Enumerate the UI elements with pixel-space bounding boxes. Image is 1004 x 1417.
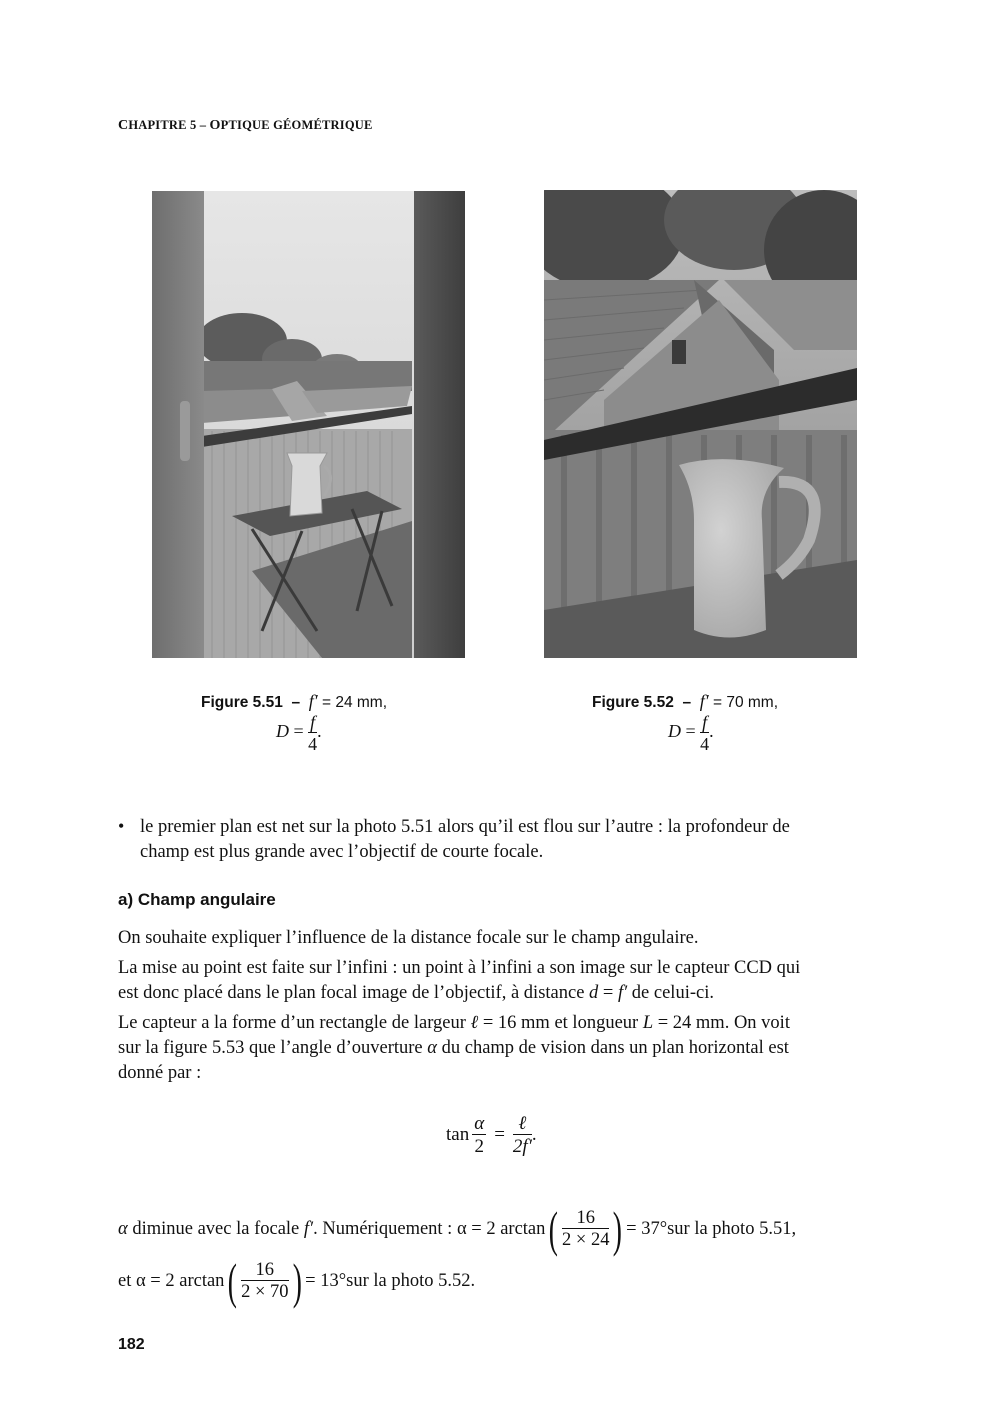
bullet-paragraph: le premier plan est net sur la photo 5.51 alors qu’il est flou sur l’autre : la profondeur de champ est plus grande avec l’objectif de courte focale.	[140, 817, 790, 862]
page-number: 182	[118, 1336, 145, 1353]
running-header: CHAPITRE 5 – OPTIQUE GÉOMÉTRIQUE	[118, 118, 373, 133]
fraction-f-over-4: $\frac{f}{4}$	[700, 712, 710, 754]
paragraph-sensor: Le capteur a la forme d’un rectangle de largeur ℓ = 16 mm et longueur L = 24 mm. On voit sur la figure 5.53 que l’angle d’ouverture α du champ de vision dans un plan horizontal est donné par :	[118, 1013, 790, 1083]
fraction-ell-over-2f: $\frac{\text{ℓ}}{2f'}$	[512, 1113, 532, 1157]
section-heading: a) Champ angulaire	[118, 890, 276, 909]
fraction-f-over-4: $\frac{f}{4}$	[308, 712, 318, 754]
paren-close: )	[613, 1201, 623, 1257]
fraction-16-over-140: $\frac{16}{2 \times 70}$	[241, 1259, 289, 1302]
photo-balcony-wide	[152, 191, 465, 658]
paragraph-intro: On souhaite expliquer l’influence de la distance focale sur le champ angulaire.	[118, 928, 699, 948]
figure-caption-551: Figure 5.51 – f′ = 24 mm, D = $\frac{f}{4}$ .	[201, 691, 388, 754]
photo-551-image	[152, 191, 465, 658]
figure-caption-552: Figure 5.52 – f′ = 70 mm, D = $\frac{f}{4}$ .	[592, 691, 779, 754]
fraction-16-over-48: $\frac{16}{2 \times 24}$	[562, 1207, 610, 1250]
result-line-552: et α = 2 arctan ( $\frac{16}{2 \times 70}$ ) = 13°sur la photo 5.52.	[118, 1253, 476, 1309]
result-line-551: α diminue avec la focale f′ . Numériquement : α = 2 arctan ( $\frac{16}{2 \times 24}$ ) = 37°sur la photo 5.51,	[118, 1201, 797, 1257]
paren-open: (	[228, 1253, 238, 1309]
paren-open: (	[549, 1201, 559, 1257]
fraction-alpha-over-2: $\frac{\alpha}{2}$	[474, 1113, 485, 1157]
equation-tan-half-alpha: tan $\frac{\alpha}{2}$ = $\frac{\text{ℓ}}{2f'}$ .	[446, 1113, 537, 1157]
bullet-marker: •	[118, 816, 125, 836]
paren-close: )	[292, 1253, 302, 1309]
photo-balcony-tele	[544, 190, 857, 658]
paragraph-focus: La mise au point est faite sur l’infini : un point à l’infini a son image sur le capteur CCD qui est donc placé dans le plan focal image de l’objectif, à distance d = f′ de celui-ci.	[118, 958, 801, 1003]
photo-552-image	[544, 190, 857, 658]
